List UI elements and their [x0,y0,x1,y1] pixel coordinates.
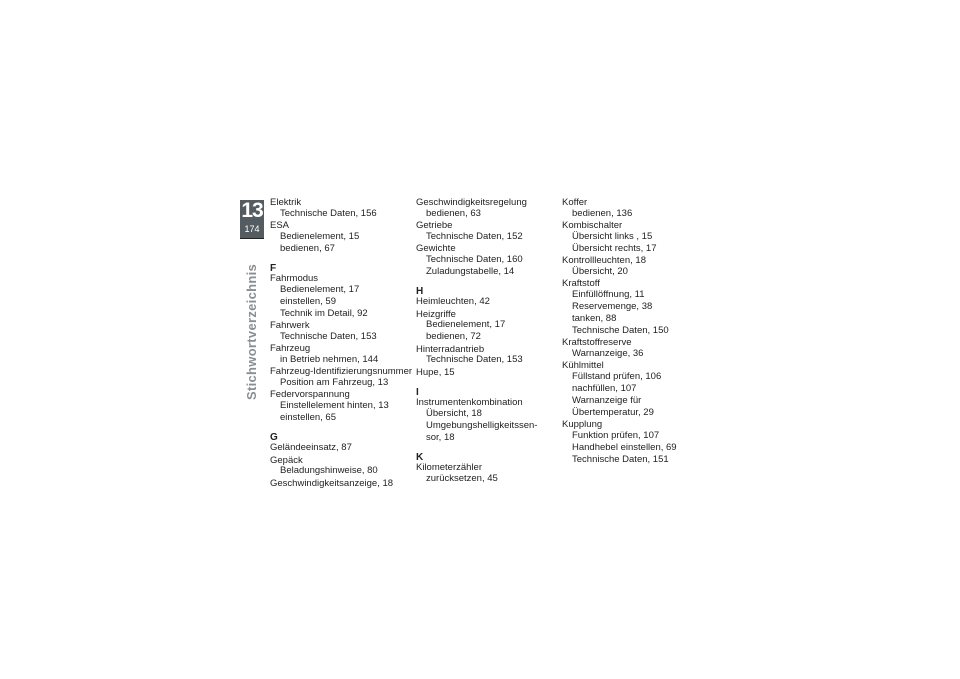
index-subentry: zurücksetzen, 45 [426,472,498,484]
index-subentry: Übersicht links , 15 [572,230,653,242]
index-column-2 [416,198,566,484]
index-entry: Fahrwerk [270,320,310,331]
index-subentry: Bedienelement, 17 [426,319,506,330]
chapter-number: 13 [241,199,263,222]
index-entry: Elektrik [270,197,302,208]
index-entry: Hinterradantrieb [416,343,485,355]
index-subentry: Handhebel einstellen, 69 [572,441,677,453]
index-subentry: bedienen, 136 [572,207,633,219]
index-letter-heading: K [416,452,424,463]
index-entry: Heizgriffe [416,308,456,320]
index-subentry: sor, 18 [426,431,455,443]
index-subentry: einstellen, 59 [280,295,336,307]
index-column-3 [562,198,712,465]
index-subentry: Technische Daten, 150 [572,324,669,336]
index-entry: Kombischalter [562,220,623,231]
index-entry: Getriebe [416,220,453,231]
index-entry: Kraftstoff [562,278,600,289]
index-subentry: nachfüllen, 107 [572,382,637,394]
index-subentry: einstellen, 65 [280,411,336,423]
side-title-text: Stichwortverzeichnis [244,263,259,400]
index-subentry: Position am Fahrzeug, 13 [280,376,389,388]
index-subentry: Technische Daten, 151 [572,453,669,465]
index-entry: Geländeeinsatz, 87 [270,442,352,453]
index-subentry: Füllstand prüfen, 106 [572,370,662,382]
index-entry: Gepäck [270,454,303,466]
index-subentry: tanken, 88 [572,312,617,324]
index-entry: Fahrzeug [270,343,311,354]
index-subentry: Übersicht, 18 [426,407,482,419]
index-entry: Geschwindigkeitsanzeige, 18 [270,477,394,489]
index-letter-heading: I [416,387,419,398]
index-subentry: Übersicht, 20 [572,265,628,277]
index-subentry: Bedienelement, 15 [280,230,360,242]
index-subentry: Funktion prüfen, 107 [572,429,660,441]
index-subentry: bedienen, 63 [426,207,481,219]
index-subentry: Reservemenge, 38 [572,300,653,312]
index-subentry: Einfüllöffnung, 11 [572,288,645,300]
index-entry: Heimleuchten, 42 [416,296,490,307]
index-entry: Federvorspannung [270,389,350,400]
page-number: 174 [244,224,260,234]
index-subentry: Technische Daten, 160 [426,253,523,265]
index-entry: Fahrzeug-Identifizierungsnummer [270,366,413,377]
index-subentry: Zuladungstabelle, 14 [426,265,515,277]
index-entry: ESA [270,220,290,231]
index-entry: Koffer [562,197,588,208]
index-subentry: Technische Daten, 156 [280,207,377,219]
index-entry: Kühlmittel [562,360,604,371]
chapter-tab [240,200,264,239]
index-column-1 [270,198,420,489]
index-entry: Instrumentenkombination [416,397,523,408]
index-subentry: Umgebungshelligkeitssen- [426,419,538,431]
index-subentry: Technik im Detail, 92 [280,307,368,319]
index-entry: Fahrmodus [270,273,319,284]
index-letter-heading: F [270,263,277,274]
index-subentry: Warnanzeige für [572,394,642,406]
index-subentry: Übertemperatur, 29 [572,406,654,418]
index-entry: Kilometerzähler [416,462,482,473]
index-subentry: Übersicht rechts, 17 [572,242,657,254]
index-letter-heading: H [416,286,424,297]
index-subentry: Warnanzeige, 36 [572,347,644,359]
index-subentry: Einstellelement hinten, 13 [280,399,389,411]
index-entry: Hupe, 15 [416,366,455,378]
index-subentry: Beladungshinweise, 80 [280,465,378,476]
index-entry: Kupplung [562,419,603,430]
index-subentry: Technische Daten, 153 [426,354,523,365]
index-letter-heading: G [270,432,278,443]
index-subentry: Bedienelement, 17 [280,283,360,295]
index-entry: Kontrollleuchten, 18 [562,255,646,266]
index-entry: Geschwindigkeitsregelung [416,197,527,208]
index-subentry: in Betrieb nehmen, 144 [280,353,379,365]
index-subentry: Technische Daten, 152 [426,230,523,242]
index-entry: Gewichte [416,243,456,254]
index-subentry: bedienen, 67 [280,242,335,254]
index-subentry: Technische Daten, 153 [280,330,377,342]
index-subentry: bedienen, 72 [426,331,481,342]
index-entry: Kraftstoffreserve [562,337,632,348]
